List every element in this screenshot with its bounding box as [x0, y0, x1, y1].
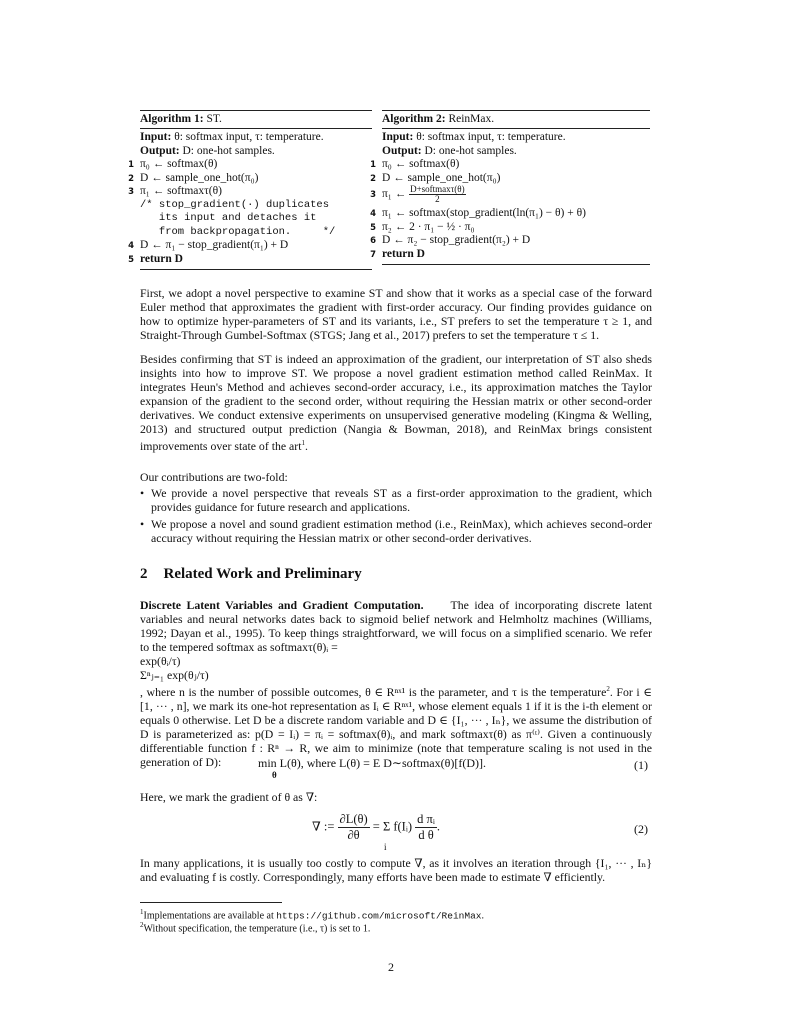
intro-paragraph-2: Besides confirming that ST is indeed an approximation of the gradient, our interpretation of ST also sheds insights into how to improve ST. We propose a novel gradient estimation method called ReinMax. It integrates Heun's Method and achieves second-order accuracy, i.e., its approximation matches the Taylor expansion of the gradient to the second order, without requiring the Hessian matrix or other second-order derivatives. We conduct extensive experiments on unsupervised generative modeling (Kingma & Welling, 2013) and structured output prediction (Nangia & Bowman, 2018), and ReinMax brings consistent improvements over state of the art$^1$.: [140, 352, 652, 453]
algorithm-2-output: Output: D: one-hot samples.: [382, 144, 517, 157]
algorithm-1-comment: from backpropagation. */: [140, 225, 336, 238]
algorithm-1-comment: its input and detaches it: [140, 212, 317, 224]
algorithm-1-line: 5 return D: [128, 252, 183, 265]
algorithm-2-box: [370, 110, 650, 265]
algorithm-1-line: 1 π₀ ← softmax(θ): [128, 158, 218, 170]
contribution-bullet: • We propose a novel and sound gradient estimation method (i.e., ReinMax), which achieves second-order accuracy without requiring the Hessian matrix or other second-order derivatives.: [140, 517, 652, 545]
equation-1-subscript: θ: [272, 770, 277, 780]
algorithm-2-line: 3 π₁ ← $\frac{\text{D+softmaxτ(θ)}}{2}$: [370, 184, 465, 204]
algorithm-2-line: 6 D ← π₂ − stop_gradient(π₂) + D: [370, 234, 531, 246]
run-in-heading: Discrete Latent Variables and Gradient Computation.: [140, 598, 424, 612]
algorithm-2-line: 2 D ← sample_one_hot(π₀): [370, 171, 501, 184]
algorithm-1-comment: /* stop_gradient(·) duplicates: [140, 198, 330, 211]
algorithm-2-title: Algorithm 2: ReinMax.: [382, 113, 495, 125]
algorithm-2-line: 1 π₀ ← softmax(θ): [370, 158, 460, 170]
algorithm-1-line: 4 D ← π₁ − stop_gradient(π₁) + D: [128, 239, 289, 251]
algorithm-1-line: 3 π₁ ← softmaxτ(θ): [128, 185, 222, 197]
algorithm-2-line: 7 return D: [370, 247, 425, 260]
algorithm-1-title: Algorithm 1: ST.: [140, 113, 222, 125]
footnote-1: $^1$Implementations are available at https://github.com/microsoft/ReinMax.: [140, 908, 484, 922]
equation-1-number: (1): [634, 758, 648, 772]
algorithm-1-box: [128, 110, 372, 270]
algorithm-1-input: Input: θ: softmax input, τ: temperature.: [140, 131, 324, 143]
footnote-2: $^2$Without specification, the temperature (i.e., τ) is set to 1.: [140, 921, 371, 935]
algorithm-1-output: Output: D: one-hot samples.: [140, 144, 275, 157]
equation-2: ∇ := $\frac{\partial L(\theta)}{\partial\theta}$ = Σ f(Iᵢ) $\frac{\text{d πᵢ}}{\text{d θ}}$ .: [312, 812, 441, 842]
section-heading: 2 Related Work and Preliminary: [140, 566, 362, 582]
equation-2-fraction: $\frac{\text{d πᵢ}}{\text{d θ}}$: [417, 812, 435, 842]
algorithm-2-line: 5 π₂ ← 2 · π₁ − ½ · π₀: [370, 220, 475, 233]
equation-1: min L(θ), where L(θ) = E D∼softmax(θ)[f(D)].: [258, 756, 486, 770]
intro-paragraph-1: First, we adopt a novel perspective to examine ST and show that it works as a special case of the forward Euler method that approximates the gradient with first-order accuracy. Our finding provides guidance on how to optimize hyper-parameters of ST and its variants, i.e., ST prefers to set the temperature τ ≥ 1, and Straight-Through Gumbel-Softmax (STGS; Jang et al., 2017) prefers to set the temperature τ ≤ 1.: [140, 286, 652, 342]
algorithm-1-line: 2 D ← sample_one_hot(π₀): [128, 171, 259, 184]
final-paragraph: In many applications, it is usually too costly to compute ∇, as it involves an iteration through {I₁, ··· , Iₙ} and evaluating f is costly. Correspondingly, many efforts have been made to estimate ∇ efficiently.: [140, 856, 652, 884]
gradient-sentence: Here, we mark the gradient of θ as ∇:: [140, 790, 318, 804]
contribution-bullet: • We provide a novel perspective that reveals ST as a first-order approximation to the gradient, which provides guidance for future research and applications.: [140, 486, 652, 514]
equation-2-fraction: $\frac{\partial L(\theta)}{\partial\theta}$: [339, 812, 368, 842]
algorithm-2-line: 4 π₁ ← softmax(stop_gradient(ln(π₁) − θ) + θ): [370, 207, 586, 219]
footnote-rule: [140, 902, 282, 903]
equation-2-number: (2): [634, 822, 648, 836]
contributions-intro: Our contributions are two-fold:: [140, 470, 288, 484]
algorithm-2-input: Input: θ: softmax input, τ: temperature.: [382, 131, 566, 143]
algorithm-2-fraction: $\frac{\text{D+softmaxτ(θ)}}{2}$: [410, 184, 465, 204]
page-number: 2: [388, 960, 394, 974]
related-work-paragraph: Discrete Latent Variables and Gradient Computation. The idea of incorporating discrete latent variables and neural networks dates back to sigmoid belief network and Helmholtz machines (Williams, 1992; Dayan et al., 1995). To keep things straightforward, we will focus on a simplified scenario. We refer to the tempered softmax as softmaxτ(θ)ᵢ = exp(θᵢ/τ) Σⁿⱼ₌₁ exp(θⱼ/τ) , where n is the number of possible outcomes, θ ∈ Rⁿˣ¹ is the parameter, and τ is the temperature$^2$. For i ∈ [1, ··· , n], we mark its one-hot representation as Iᵢ ∈ Rⁿˣ¹, whose element equals 1 if it is the i-th element or equals 0 otherwise. Let D be a discrete random variable and D ∈ {I₁, ··· , Iₙ}, we assume the distribution of D is parameterized as: p(D = Iᵢ) = πᵢ = softmax(θ)ᵢ, and mark softmaxτ(θ) as π⁽ᵗ⁾. Given a continuously differentiable function f : Rⁿ → R, we aim to minimize (note that temperature scaling is not used in the generation of D):: [140, 598, 653, 769]
equation-2-sum-index: i: [384, 842, 387, 852]
